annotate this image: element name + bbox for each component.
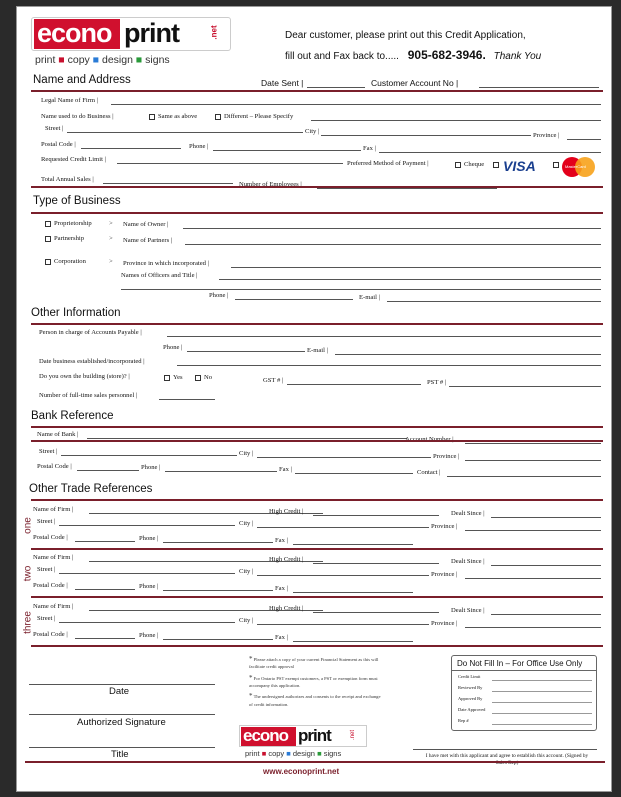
footnote-1: * Please attach a copy of your current Financial Statement as this will facilitate credit approval	[249, 655, 379, 670]
business-phone-field[interactable]	[235, 299, 353, 300]
bank-contact-field[interactable]	[447, 476, 601, 477]
payable-phone-label: Phone |	[163, 344, 183, 351]
established-field[interactable]	[177, 365, 601, 366]
pst-field[interactable]	[449, 386, 601, 387]
trade-city-field[interactable]	[257, 575, 429, 576]
annual-sales-label: Total Annual Sales |	[41, 176, 94, 183]
bank-city-field[interactable]	[257, 457, 431, 458]
trade-high-credit-field[interactable]	[313, 612, 439, 613]
phone-label: Phone |	[189, 143, 209, 150]
office-rep: Rep #	[458, 718, 469, 723]
employees-field[interactable]	[317, 188, 497, 189]
econoprint-logo	[31, 17, 231, 51]
officers-field-1[interactable]	[219, 279, 601, 280]
visa-checkbox[interactable]	[493, 162, 499, 168]
tagline-copy: copy	[67, 54, 90, 66]
trade-high-credit-label: High Credit |	[269, 556, 304, 563]
footer-logo: econo print .net	[239, 725, 367, 747]
province-inc-field[interactable]	[231, 267, 601, 268]
arrow-icon: >	[109, 235, 113, 242]
fax-number: 905-682-3946.	[407, 48, 486, 62]
credit-application-page	[16, 6, 612, 792]
section-title-other-info: Other Information	[31, 307, 121, 319]
province-inc-label: Province in which incorporated |	[123, 260, 209, 267]
business-email-field[interactable]	[387, 301, 601, 302]
signature-line[interactable]	[29, 714, 215, 715]
section-title-bank: Bank Reference	[31, 410, 114, 422]
intro-line-2: fill out and Fax back to..... 905-682-3946. Thank You	[285, 48, 542, 62]
logo-econo: econo	[37, 18, 112, 48]
annual-sales-field[interactable]	[103, 183, 233, 184]
sales-personnel-label: Number of full-time sales personnel |	[39, 392, 138, 399]
section-divider	[31, 186, 603, 188]
logo-tagline: print ■ copy ■ design ■ signs	[35, 54, 170, 66]
trade-phone-label: Phone |	[139, 583, 159, 590]
bank-fax-label: Fax |	[279, 466, 292, 473]
mastercard-checkbox[interactable]	[553, 162, 559, 168]
trade-postal-label: Postal Code |	[33, 631, 68, 638]
partnership-label: Partnership	[54, 235, 85, 242]
credit-limit-field[interactable]	[117, 163, 343, 164]
street-label: Street |	[45, 125, 64, 132]
intro-line-1: Dear customer, please print out this Credit Application,	[285, 30, 526, 41]
postal-code-label: Postal Code |	[41, 141, 76, 148]
city-label: City |	[305, 128, 320, 135]
sales-rep-agreement: I have met with this applicant and agree to establish this account. (Signed by Sales Rep)	[425, 753, 589, 766]
fax-field[interactable]	[379, 152, 601, 153]
date-line[interactable]	[29, 684, 215, 685]
section-divider	[31, 440, 603, 442]
bank-postal-label: Postal Code |	[37, 463, 72, 470]
trade-city-field[interactable]	[257, 624, 429, 625]
trade-street-field[interactable]	[59, 573, 235, 574]
thank-you: Thank You	[493, 51, 542, 62]
trade-postal-field[interactable]	[75, 589, 135, 590]
trade-phone-label: Phone |	[139, 632, 159, 639]
trade-firm-label: Name of Firm |	[33, 506, 74, 513]
visa-icon: VISA	[503, 158, 536, 174]
footer-tagline: print ■ copy ■ design ■ signs	[245, 749, 342, 758]
section-divider	[31, 323, 603, 325]
trade-dealt-since-field[interactable]	[491, 565, 601, 566]
trade-city-label: City |	[239, 617, 254, 624]
business-email-label: E-mail |	[359, 294, 380, 301]
trade-province-field[interactable]	[465, 627, 601, 628]
office-date-approved: Date Approved	[458, 707, 486, 712]
office-use-title: Do Not Fill In – For Office Use Only	[457, 659, 583, 668]
tagline-signs: signs	[145, 54, 170, 66]
partnership-checkbox[interactable]	[45, 236, 51, 242]
trade-city-field[interactable]	[257, 527, 429, 528]
trade-postal-label: Postal Code |	[33, 582, 68, 589]
payable-email-label: E-mail |	[307, 347, 328, 354]
province-field[interactable]	[567, 139, 601, 140]
partners-label: Name of Partners |	[123, 237, 173, 244]
postal-code-field[interactable]	[81, 148, 181, 149]
owner-field[interactable]	[183, 228, 601, 229]
same-as-above-label: Same as above	[158, 113, 198, 120]
trade-street-label: Street |	[37, 566, 56, 573]
yes-label: Yes	[173, 374, 183, 381]
business-phone-label: Phone |	[209, 292, 229, 299]
credit-limit-label: Requested Credit Limit |	[41, 156, 106, 163]
trade-fax-label: Fax |	[275, 634, 288, 641]
footnote-3: * The undersigned authorizes and consents to the receipt and exchange of credit information.	[249, 692, 381, 707]
payable-email-field[interactable]	[335, 354, 601, 355]
payment-method-label: Preferred Method of Payment |	[347, 160, 429, 167]
bank-city-label: City |	[239, 450, 254, 457]
payable-field[interactable]	[167, 336, 601, 337]
trade-firm-label: Name of Firm |	[33, 603, 74, 610]
bank-name-label: Name of Bank |	[37, 431, 79, 438]
trade-reference-label: two	[22, 565, 34, 582]
section-divider	[31, 548, 603, 550]
own-building-label: Do you own the building (store)? |	[39, 373, 130, 380]
trade-city-label: City |	[239, 568, 254, 575]
title-line[interactable]	[29, 747, 215, 748]
trade-dealt-since-label: Dealt Since |	[451, 558, 485, 565]
logo-print: print	[124, 18, 179, 48]
office-approved-by: Approved By	[458, 696, 483, 701]
account-no-field[interactable]	[479, 87, 599, 88]
bank-street-field[interactable]	[61, 455, 237, 456]
proprietorship-checkbox[interactable]	[45, 221, 51, 227]
gst-label: GST # |	[263, 377, 284, 384]
owner-label: Name of Owner |	[123, 221, 169, 228]
proprietorship-label: Proprietorship	[54, 220, 92, 227]
bank-contact-label: Contact |	[417, 469, 441, 476]
business-name-field[interactable]	[311, 120, 601, 121]
trade-dealt-since-label: Dealt Since |	[451, 607, 485, 614]
trade-high-credit-field[interactable]	[313, 515, 439, 516]
legal-name-label: Legal Name of Firm |	[41, 97, 98, 104]
section-divider	[31, 499, 603, 501]
fax-label: Fax |	[363, 145, 376, 152]
logo-net: .net	[209, 25, 219, 40]
corporation-checkbox[interactable]	[45, 259, 51, 265]
city-field[interactable]	[321, 135, 531, 136]
bank-phone-field[interactable]	[165, 471, 277, 472]
trade-fax-label: Fax |	[275, 585, 288, 592]
mastercard-icon: MasterCard	[562, 157, 596, 177]
no-label: No	[204, 374, 213, 381]
date-sent-label: Date Sent |	[261, 78, 304, 88]
trade-fax-label: Fax |	[275, 537, 288, 544]
payable-label: Person in charge of Accounts Payable |	[39, 329, 142, 336]
own-building-no-checkbox[interactable]	[195, 375, 201, 381]
gst-field[interactable]	[287, 384, 421, 385]
established-label: Date business established/incorporated |	[39, 358, 145, 365]
trade-dealt-since-field[interactable]	[491, 517, 601, 518]
bank-province-label: Province |	[433, 453, 460, 460]
pst-label: PST # |	[427, 379, 447, 386]
date-caption: Date	[109, 686, 130, 697]
trade-postal-label: Postal Code |	[33, 534, 68, 541]
trade-province-label: Province |	[431, 523, 458, 530]
trade-reference-label: three	[22, 611, 34, 634]
trade-province-field[interactable]	[465, 530, 601, 531]
officers-field-2[interactable]	[121, 289, 601, 290]
website-link[interactable]: www.econoprint.net	[263, 767, 340, 776]
legal-name-field[interactable]	[111, 104, 601, 105]
account-number-field[interactable]	[465, 443, 601, 444]
office-reviewed-by: Reviewed By	[458, 685, 483, 690]
different-checkbox[interactable]	[215, 114, 221, 120]
account-number-label: Account Number |	[405, 436, 454, 443]
section-divider	[31, 90, 603, 92]
arrow-icon: >	[109, 220, 113, 227]
bank-name-field[interactable]	[87, 438, 407, 439]
different-label: Different – Please Specify	[224, 113, 294, 120]
business-name-label: Name used to do Business |	[41, 113, 114, 120]
bank-phone-label: Phone |	[141, 464, 161, 471]
trade-dealt-since-label: Dealt Since |	[451, 510, 485, 517]
province-label: Province |	[533, 132, 560, 139]
trade-high-credit-field[interactable]	[313, 563, 439, 564]
trade-street-label: Street |	[37, 615, 56, 622]
arrow-icon: >	[109, 258, 113, 265]
trade-street-field[interactable]	[59, 622, 235, 623]
title-caption: Title	[111, 749, 129, 760]
trade-phone-field[interactable]	[163, 542, 273, 543]
trade-street-label: Street |	[37, 518, 56, 525]
tagline-design: design	[102, 54, 133, 66]
trade-high-credit-label: High Credit |	[269, 508, 304, 515]
sales-personnel-field[interactable]	[159, 399, 215, 400]
section-title-business-type: Type of Business	[33, 195, 121, 207]
trade-postal-field[interactable]	[75, 638, 135, 639]
office-credit-limit: Credit Limit	[458, 674, 481, 679]
section-divider	[31, 645, 603, 647]
footer-divider	[25, 761, 605, 763]
office-use-box	[451, 655, 597, 731]
bank-fax-field[interactable]	[295, 473, 413, 474]
trade-postal-field[interactable]	[75, 541, 135, 542]
same-as-above-checkbox[interactable]	[149, 114, 155, 120]
employees-label: Number of Employees |	[239, 181, 302, 188]
trade-city-label: City |	[239, 520, 254, 527]
bank-postal-field[interactable]	[77, 470, 139, 471]
cheque-label: Cheque	[464, 161, 485, 168]
trade-street-field[interactable]	[59, 525, 235, 526]
date-sent-field[interactable]	[307, 87, 365, 88]
payable-phone-field[interactable]	[187, 351, 305, 352]
trade-phone-label: Phone |	[139, 535, 159, 542]
trade-phone-field[interactable]	[163, 639, 273, 640]
own-building-yes-checkbox[interactable]	[164, 375, 170, 381]
trade-fax-field[interactable]	[293, 641, 413, 642]
account-no-label: Customer Account No |	[371, 78, 459, 88]
signature-caption: Authorized Signature	[77, 717, 166, 728]
trade-province-label: Province |	[431, 571, 458, 578]
section-title-name-address: Name and Address	[33, 74, 131, 86]
street-field[interactable]	[67, 132, 303, 133]
trade-reference-label: one	[22, 517, 34, 534]
partners-field[interactable]	[185, 244, 601, 245]
trade-fax-field[interactable]	[293, 592, 413, 593]
bank-street-label: Street |	[39, 448, 58, 455]
footnote-2: * For Ontario PST exempt customers, a PST or exemption form must accompany this application.	[249, 673, 378, 689]
bank-province-field[interactable]	[465, 460, 601, 461]
tagline-print: print	[35, 54, 56, 66]
corporation-label: Corporation	[54, 258, 86, 265]
trade-high-credit-label: High Credit |	[269, 605, 304, 612]
section-title-trade: Other Trade References	[29, 483, 153, 495]
section-divider	[31, 212, 603, 214]
trade-firm-label: Name of Firm |	[33, 554, 74, 561]
phone-field[interactable]	[213, 150, 361, 151]
trade-fax-field[interactable]	[293, 544, 413, 545]
section-divider	[31, 596, 603, 598]
officers-label: Names of Officers and Title |	[121, 272, 198, 279]
cheque-checkbox[interactable]	[455, 162, 461, 168]
footnotes	[249, 655, 381, 708]
section-divider	[31, 426, 603, 428]
trade-phone-field[interactable]	[163, 590, 273, 591]
trade-dealt-since-field[interactable]	[491, 614, 601, 615]
trade-province-field[interactable]	[465, 578, 601, 579]
sales-rep-signature-line[interactable]	[413, 749, 597, 750]
trade-province-label: Province |	[431, 620, 458, 627]
